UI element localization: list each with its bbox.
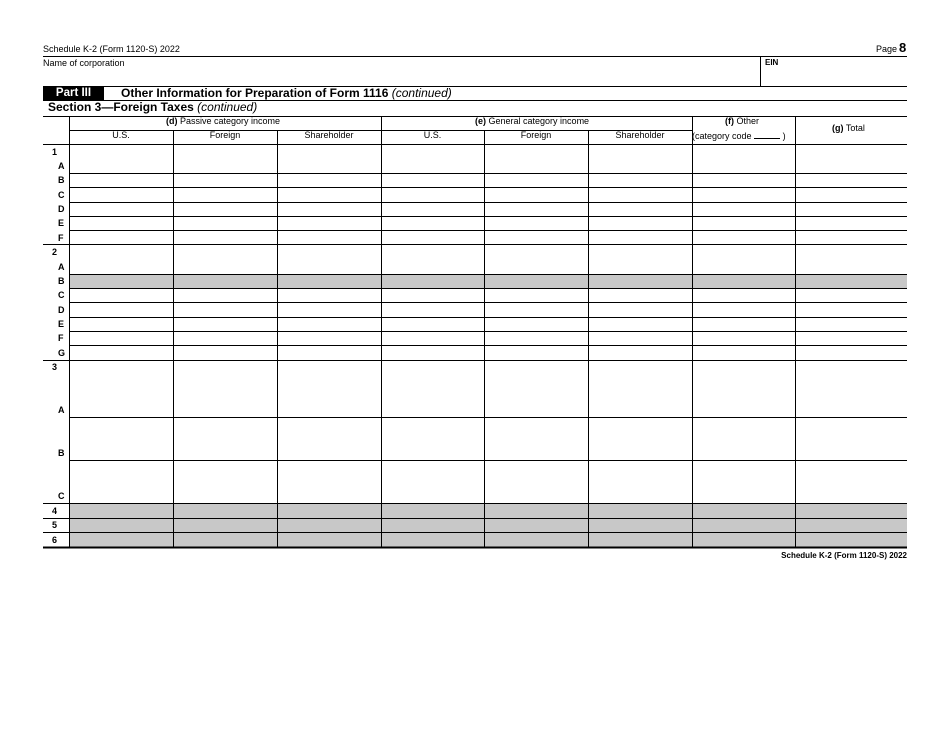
line-2-number: 2 [52, 247, 58, 257]
line-2e-label: E [58, 319, 65, 329]
line-4-number: 4 [52, 506, 58, 516]
col-g-label: Total [845, 123, 865, 133]
line-1f-label: F [58, 233, 64, 243]
col-d-letter: (d) [166, 116, 178, 126]
part-title-suffix: (continued) [391, 86, 452, 100]
line-2d-label: D [58, 305, 65, 315]
header-rule [43, 56, 907, 57]
category-code-blank[interactable] [754, 130, 780, 139]
line-2a-label: A [58, 262, 65, 272]
col-g-heading [832, 123, 865, 133]
col-f-close-paren: ) [782, 131, 786, 141]
name-of-corporation-label: Name of corporation [43, 58, 125, 68]
col-e-heading [475, 116, 589, 126]
footer-form-title: Schedule K-2 (Form 1120-S) 2022 [781, 551, 907, 560]
foreign-taxes-table [43, 116, 907, 549]
form-header-title: Schedule K-2 (Form 1120-S) 2022 [43, 44, 180, 54]
line-3b-label: B [58, 448, 65, 458]
part-badge: Part III [43, 87, 104, 100]
col-d-label: Passive category income [180, 116, 281, 126]
shaded-row [69, 518, 907, 532]
line-1e-label: E [58, 218, 65, 228]
line-3a-label: A [58, 405, 65, 415]
section-title-text: Section 3—Foreign Taxes [48, 100, 194, 114]
shaded-row [69, 274, 907, 288]
part-title [121, 86, 452, 100]
line-2f-label: F [58, 333, 64, 343]
line-3c-label: C [58, 491, 65, 501]
col-f-sub-label: (category code [692, 131, 752, 141]
line-2b-label: B [58, 276, 65, 286]
line-2c-label: C [58, 290, 65, 300]
line-3-number: 3 [52, 362, 58, 372]
col-f-heading [725, 116, 759, 126]
subcol-e-shareholder: Shareholder [615, 130, 665, 140]
subcol-e-us: U.S. [423, 130, 442, 140]
col-g-letter: (g) [832, 123, 844, 133]
page-label: Page [876, 44, 898, 54]
col-f-letter: (f) [725, 116, 734, 126]
col-e-letter: (e) [475, 116, 486, 126]
ein-label: EIN [765, 58, 779, 67]
ein-divider [760, 56, 761, 86]
line-1-number: 1 [52, 147, 58, 157]
shaded-row [69, 532, 907, 547]
line-1d-label: D [58, 204, 65, 214]
page-number: 8 [899, 40, 907, 55]
section-title [48, 100, 257, 114]
line-5-number: 5 [52, 520, 58, 530]
line-1c-label: C [58, 190, 65, 200]
part-title-text: Other Information for Preparation of Form 1116 [121, 86, 389, 100]
line-1b-label: B [58, 175, 65, 185]
subcol-d-shareholder: Shareholder [304, 130, 354, 140]
col-f-category-code [692, 130, 786, 141]
line-2g-label: G [58, 348, 66, 358]
subcol-d-foreign: Foreign [209, 130, 241, 140]
table-grid-lines [43, 116, 907, 549]
subcol-e-foreign: Foreign [520, 130, 552, 140]
subcol-d-us: U.S. [112, 130, 130, 140]
col-d-heading [166, 116, 280, 126]
line-1a-label: A [58, 161, 65, 171]
col-e-label: General category income [488, 116, 590, 126]
line-6-number: 6 [52, 535, 58, 545]
section-title-suffix: (continued) [197, 100, 258, 114]
col-f-label: Other [736, 116, 760, 126]
shaded-row [69, 503, 907, 518]
